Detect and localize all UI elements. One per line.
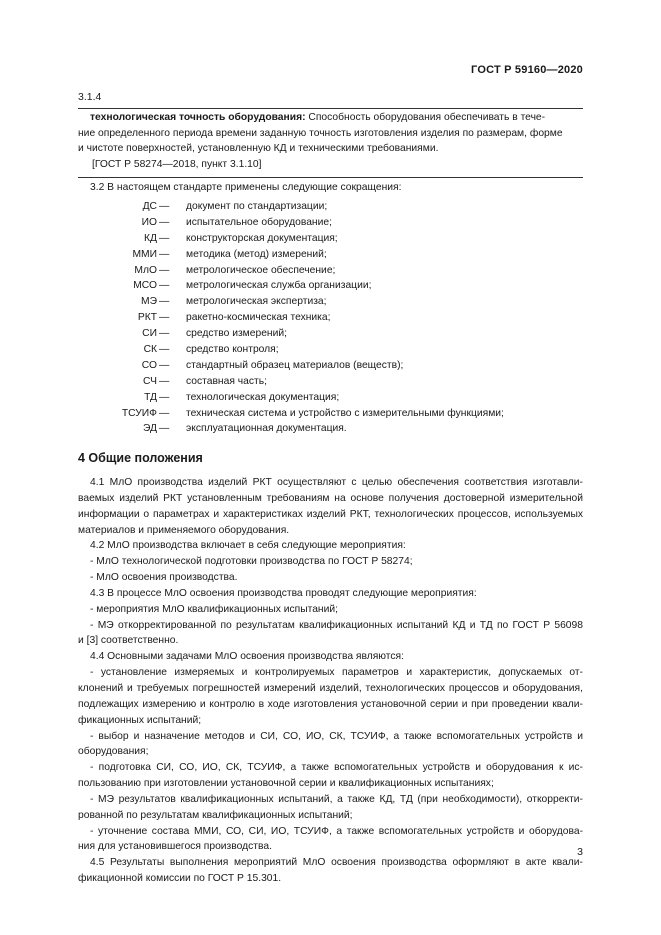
definition-line: и чистоте поверхностей, установленную КД и техническими требованиями. xyxy=(78,143,439,155)
definition-source: [ГОСТ Р 58274—2018, пункт 3.1.10] xyxy=(92,158,262,170)
section-body xyxy=(78,475,583,887)
abbreviation-meaning: методика (метод) измерений; xyxy=(186,248,327,260)
dash: — xyxy=(159,359,170,371)
text-line: - установление измеряемых и контролируемых параметров и характеристик, допускаемых от- xyxy=(90,667,583,679)
abbreviations-list xyxy=(60,199,580,437)
dash: — xyxy=(159,407,170,419)
abbreviation-row xyxy=(60,199,580,215)
dash: — xyxy=(159,216,170,228)
text-line: - МлО освоения производства. xyxy=(90,572,238,584)
page-number: 3 xyxy=(577,846,583,858)
abbreviation-meaning: документ по стандартизации; xyxy=(186,201,328,212)
text-line: клонений и требуемых погрешностей измерений изделий, технологических процессов и оборудования, xyxy=(78,682,583,694)
abbreviation-meaning: средство измерений; xyxy=(186,328,287,340)
abbreviation-meaning: средство контроля; xyxy=(186,344,279,356)
dash: — xyxy=(159,201,170,212)
dash: — xyxy=(159,312,170,324)
text-line: 4.1 МлО производства изделий РКТ осуществляют с целью обеспечения соответствия изготавли- xyxy=(90,477,583,488)
abbreviation-row xyxy=(60,263,580,279)
section-title: 4 Общие положения xyxy=(78,451,203,465)
abbreviation: СЧ xyxy=(143,375,157,387)
text-line: пользованию при изготовлении установочной серии и квалификационных испытаниях; xyxy=(78,778,494,790)
abbreviation-row xyxy=(60,358,580,374)
text-line: подлежащих измерению и контролю в ходе изготовления установочной серии и при проведении квали- xyxy=(78,698,583,710)
dash: — xyxy=(159,375,170,387)
abbreviation-meaning: стандартный образец материалов (веществ); xyxy=(186,359,404,371)
abbreviation-row xyxy=(60,406,580,422)
text-line: - выбор и назначение методов и СИ, СО, ИО, СК, ТСУИФ, а также вспомогательных устройств и xyxy=(90,730,583,742)
term-name: технологическая точность оборудования: xyxy=(90,112,306,123)
abbreviation: СО xyxy=(141,359,157,371)
abbreviation-row xyxy=(60,374,580,390)
definition-line: Способность оборудования обеспечивать в тече- xyxy=(308,112,546,123)
abbreviation-row xyxy=(60,421,580,437)
dash: — xyxy=(159,264,170,276)
text-line: фикационных испытаний; xyxy=(78,714,202,726)
text-line: оборудования; xyxy=(78,746,149,758)
abbreviation-row xyxy=(60,215,580,231)
dash: — xyxy=(159,296,170,308)
abbreviation-meaning: эксплуатационная документация. xyxy=(186,423,347,435)
abbreviation-meaning: метрологическое обеспечение; xyxy=(186,264,336,276)
clause-number: 3.1.4 xyxy=(78,91,102,103)
abbreviation-row xyxy=(60,278,580,294)
abbreviation: СИ xyxy=(142,328,157,340)
abbreviation: МЭ xyxy=(141,296,157,308)
text-line: 4.3 В процессе МлО освоения производства проводят следующие мероприятия: xyxy=(90,587,477,599)
abbreviation-row xyxy=(60,247,580,263)
abbreviation: МСО xyxy=(133,280,157,292)
abbreviations-intro: 3.2 В настоящем стандарте применены следующие сокращения: xyxy=(90,182,402,193)
text-line: информации о параметрах и характеристиках изделий РКТ, технологических процессов, используемых xyxy=(78,508,583,520)
text-line: - МЭ откорректированной по результатам квалификационных испытаний КД и ТД по ГОСТ Р 56098 xyxy=(90,619,583,631)
text-line: 4.2 МлО производства включает в себя следующие мероприятия: xyxy=(90,540,406,552)
dash: — xyxy=(159,280,170,292)
abbreviation-meaning: технологическая документация; xyxy=(186,391,340,403)
abbreviation: КД xyxy=(144,232,157,244)
abbreviation-meaning: метрологическая экспертиза; xyxy=(186,296,327,308)
abbreviation-meaning: составная часть; xyxy=(186,375,267,387)
text-line: фикационной комиссии по ГОСТ Р 15.301. xyxy=(78,873,282,885)
text-line: 4.5 Результаты выполнения мероприятий МлО освоения производства оформляют в акте квали- xyxy=(90,857,583,869)
abbreviation: ЭД xyxy=(142,423,157,435)
text-line: - уточнение состава ММИ, СО, СИ, ИО, ТСУИФ, а также вспомогательных устройств и оборудова- xyxy=(90,825,583,837)
text-line: 4.4 Основными задачами МлО освоения производства являются: xyxy=(90,651,404,663)
abbreviation: СК xyxy=(143,344,157,356)
text-line: и [3] соответственно. xyxy=(78,635,179,647)
abbreviation-row xyxy=(60,231,580,247)
abbreviation-meaning: ракетно-космическая техника; xyxy=(186,312,331,324)
term-definition-box xyxy=(78,108,583,178)
abbreviation-row xyxy=(60,326,580,342)
text-line: - подготовка СИ, СО, ИО, СК, ТСУИФ, а также вспомогательных устройств и оборудования к ис- xyxy=(90,762,583,774)
abbreviation: МлО xyxy=(134,264,157,276)
abbreviation-row xyxy=(60,310,580,326)
document-id-header: ГОСТ Р 59160—2020 xyxy=(471,64,583,76)
abbreviation-meaning: конструкторская документация; xyxy=(186,232,338,244)
dash: — xyxy=(159,391,170,403)
abbreviation-meaning: испытательное оборудование; xyxy=(186,216,332,228)
abbreviation-row xyxy=(60,390,580,406)
abbreviation-meaning: техническая система и устройство с измерительными функциями; xyxy=(186,407,504,419)
text-line: - МлО технологической подготовки производства по ГОСТ Р 58274; xyxy=(90,556,413,568)
text-line: - МЭ результатов квалификационных испытаний, а также КД, ТД (при необходимости), откорректи- xyxy=(90,793,583,805)
text-line: материалов и применяемого оборудования. xyxy=(78,524,290,536)
dash: — xyxy=(159,344,170,356)
abbreviation: ТСУИФ xyxy=(121,407,157,419)
abbreviation-row xyxy=(60,342,580,358)
abbreviation: ДС xyxy=(142,201,157,212)
definition-paragraph xyxy=(78,109,583,157)
definition-line: ние определенного периода времени заданную точность изготовления изделия по размерам, форме xyxy=(78,127,563,139)
dash: — xyxy=(159,423,170,435)
abbreviation-meaning: метрологическая служба организации; xyxy=(186,280,372,292)
dash: — xyxy=(159,248,170,260)
text-line: ваемых изделий РКТ установленным требованиям на основе получения достоверной измерительной xyxy=(78,492,583,504)
dash: — xyxy=(159,328,170,340)
abbreviation: ТД xyxy=(144,391,157,403)
abbreviation: ММИ xyxy=(132,248,157,260)
dash: — xyxy=(159,232,170,244)
text-line: ния для установившегося производства. xyxy=(78,841,272,853)
abbreviation: ИО xyxy=(141,216,157,228)
abbreviation: РКТ xyxy=(137,312,157,324)
abbreviation-row xyxy=(60,294,580,310)
text-line: - мероприятия МлО квалификационных испытаний; xyxy=(90,603,338,615)
text-line: рованной по результатам квалификационных испытаний; xyxy=(78,809,353,821)
